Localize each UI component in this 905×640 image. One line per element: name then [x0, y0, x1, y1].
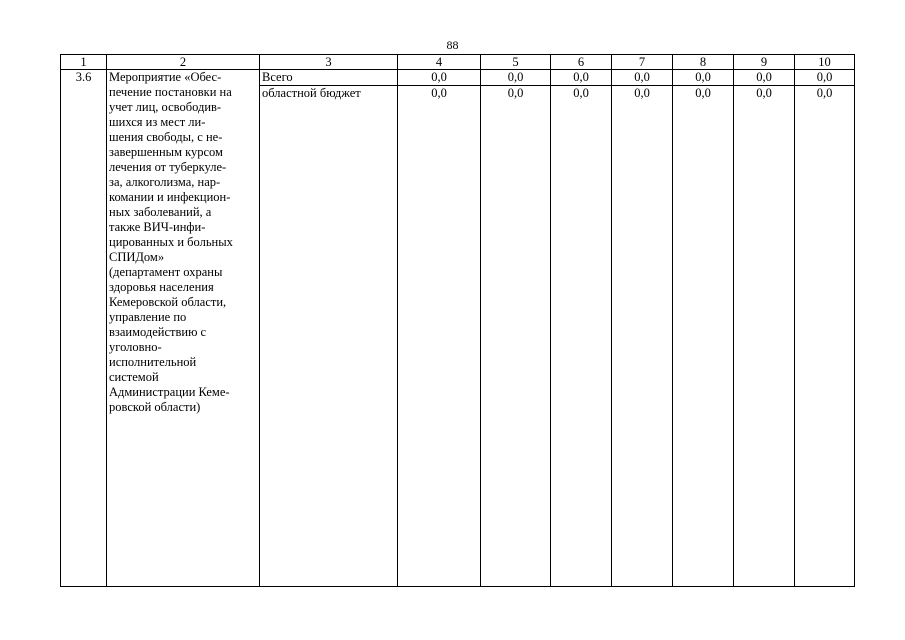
- funding-source: областной бюджет: [260, 86, 398, 587]
- description-line: шихся из мест ли-: [109, 115, 206, 129]
- description-line: Кемеровской области,: [109, 295, 227, 309]
- description-line: уголовно-: [109, 340, 162, 354]
- description-line: системой: [109, 370, 159, 384]
- column-header: 6: [551, 55, 612, 70]
- description-line: цированных и больных: [109, 235, 233, 249]
- column-header: 7: [612, 55, 673, 70]
- description-line: печение постановки на: [109, 85, 232, 99]
- table-cell: 0,0: [734, 86, 795, 587]
- table-cell: 0,0: [795, 70, 855, 86]
- table-cell: 0,0: [551, 86, 612, 587]
- description-line: Мероприятие «Обес-: [109, 70, 222, 84]
- table-row-total: [61, 70, 855, 86]
- description-line: комании и инфекцион-: [109, 190, 231, 204]
- description-line: взаимодействию с: [109, 325, 207, 339]
- description-line: учет лиц, освободив-: [109, 100, 222, 114]
- column-header: 4: [398, 55, 481, 70]
- description-line: управление по: [109, 310, 187, 324]
- table-cell: 0,0: [612, 70, 673, 86]
- table-cell: 0,0: [398, 70, 481, 86]
- page-number: 88: [446, 38, 459, 52]
- table-cell: 0,0: [795, 86, 855, 587]
- description-line: лечения от туберкуле-: [109, 160, 227, 174]
- description-line: ных заболеваний, а: [109, 205, 212, 219]
- column-header: 9: [734, 55, 795, 70]
- description-line: здоровья населения: [109, 280, 214, 294]
- description-line: шения свободы, с не-: [109, 130, 223, 144]
- table-cell: 0,0: [551, 70, 612, 86]
- table-cell: 0,0: [673, 86, 734, 587]
- description-line: также ВИЧ-инфи-: [109, 220, 206, 234]
- column-header: 10: [795, 55, 855, 70]
- column-header: 8: [673, 55, 734, 70]
- column-header: 2: [107, 55, 260, 70]
- row-description: [107, 70, 260, 587]
- description-line: завершенным курсом: [109, 145, 223, 159]
- table-cell: 0,0: [398, 86, 481, 587]
- funding-source: Всего: [260, 70, 398, 86]
- table-cell: 0,0: [481, 86, 551, 587]
- description-line: Администрации Кеме-: [109, 385, 230, 399]
- table-cell: 0,0: [481, 70, 551, 86]
- column-header: 1: [61, 55, 107, 70]
- description-line: за, алкоголизма, нар-: [109, 175, 221, 189]
- budget-table: [60, 54, 855, 587]
- table-cell: 0,0: [673, 70, 734, 86]
- column-header: 3: [260, 55, 398, 70]
- column-header: 5: [481, 55, 551, 70]
- row-number: 3.6: [61, 70, 107, 587]
- table-cell: 0,0: [612, 86, 673, 587]
- description-line: (департамент охраны: [109, 265, 223, 279]
- header-row: [61, 55, 855, 70]
- description-line: СПИДом»: [109, 250, 165, 264]
- description-line: ровской области): [109, 400, 201, 414]
- description-line: исполнительной: [109, 355, 197, 369]
- table-cell: 0,0: [734, 70, 795, 86]
